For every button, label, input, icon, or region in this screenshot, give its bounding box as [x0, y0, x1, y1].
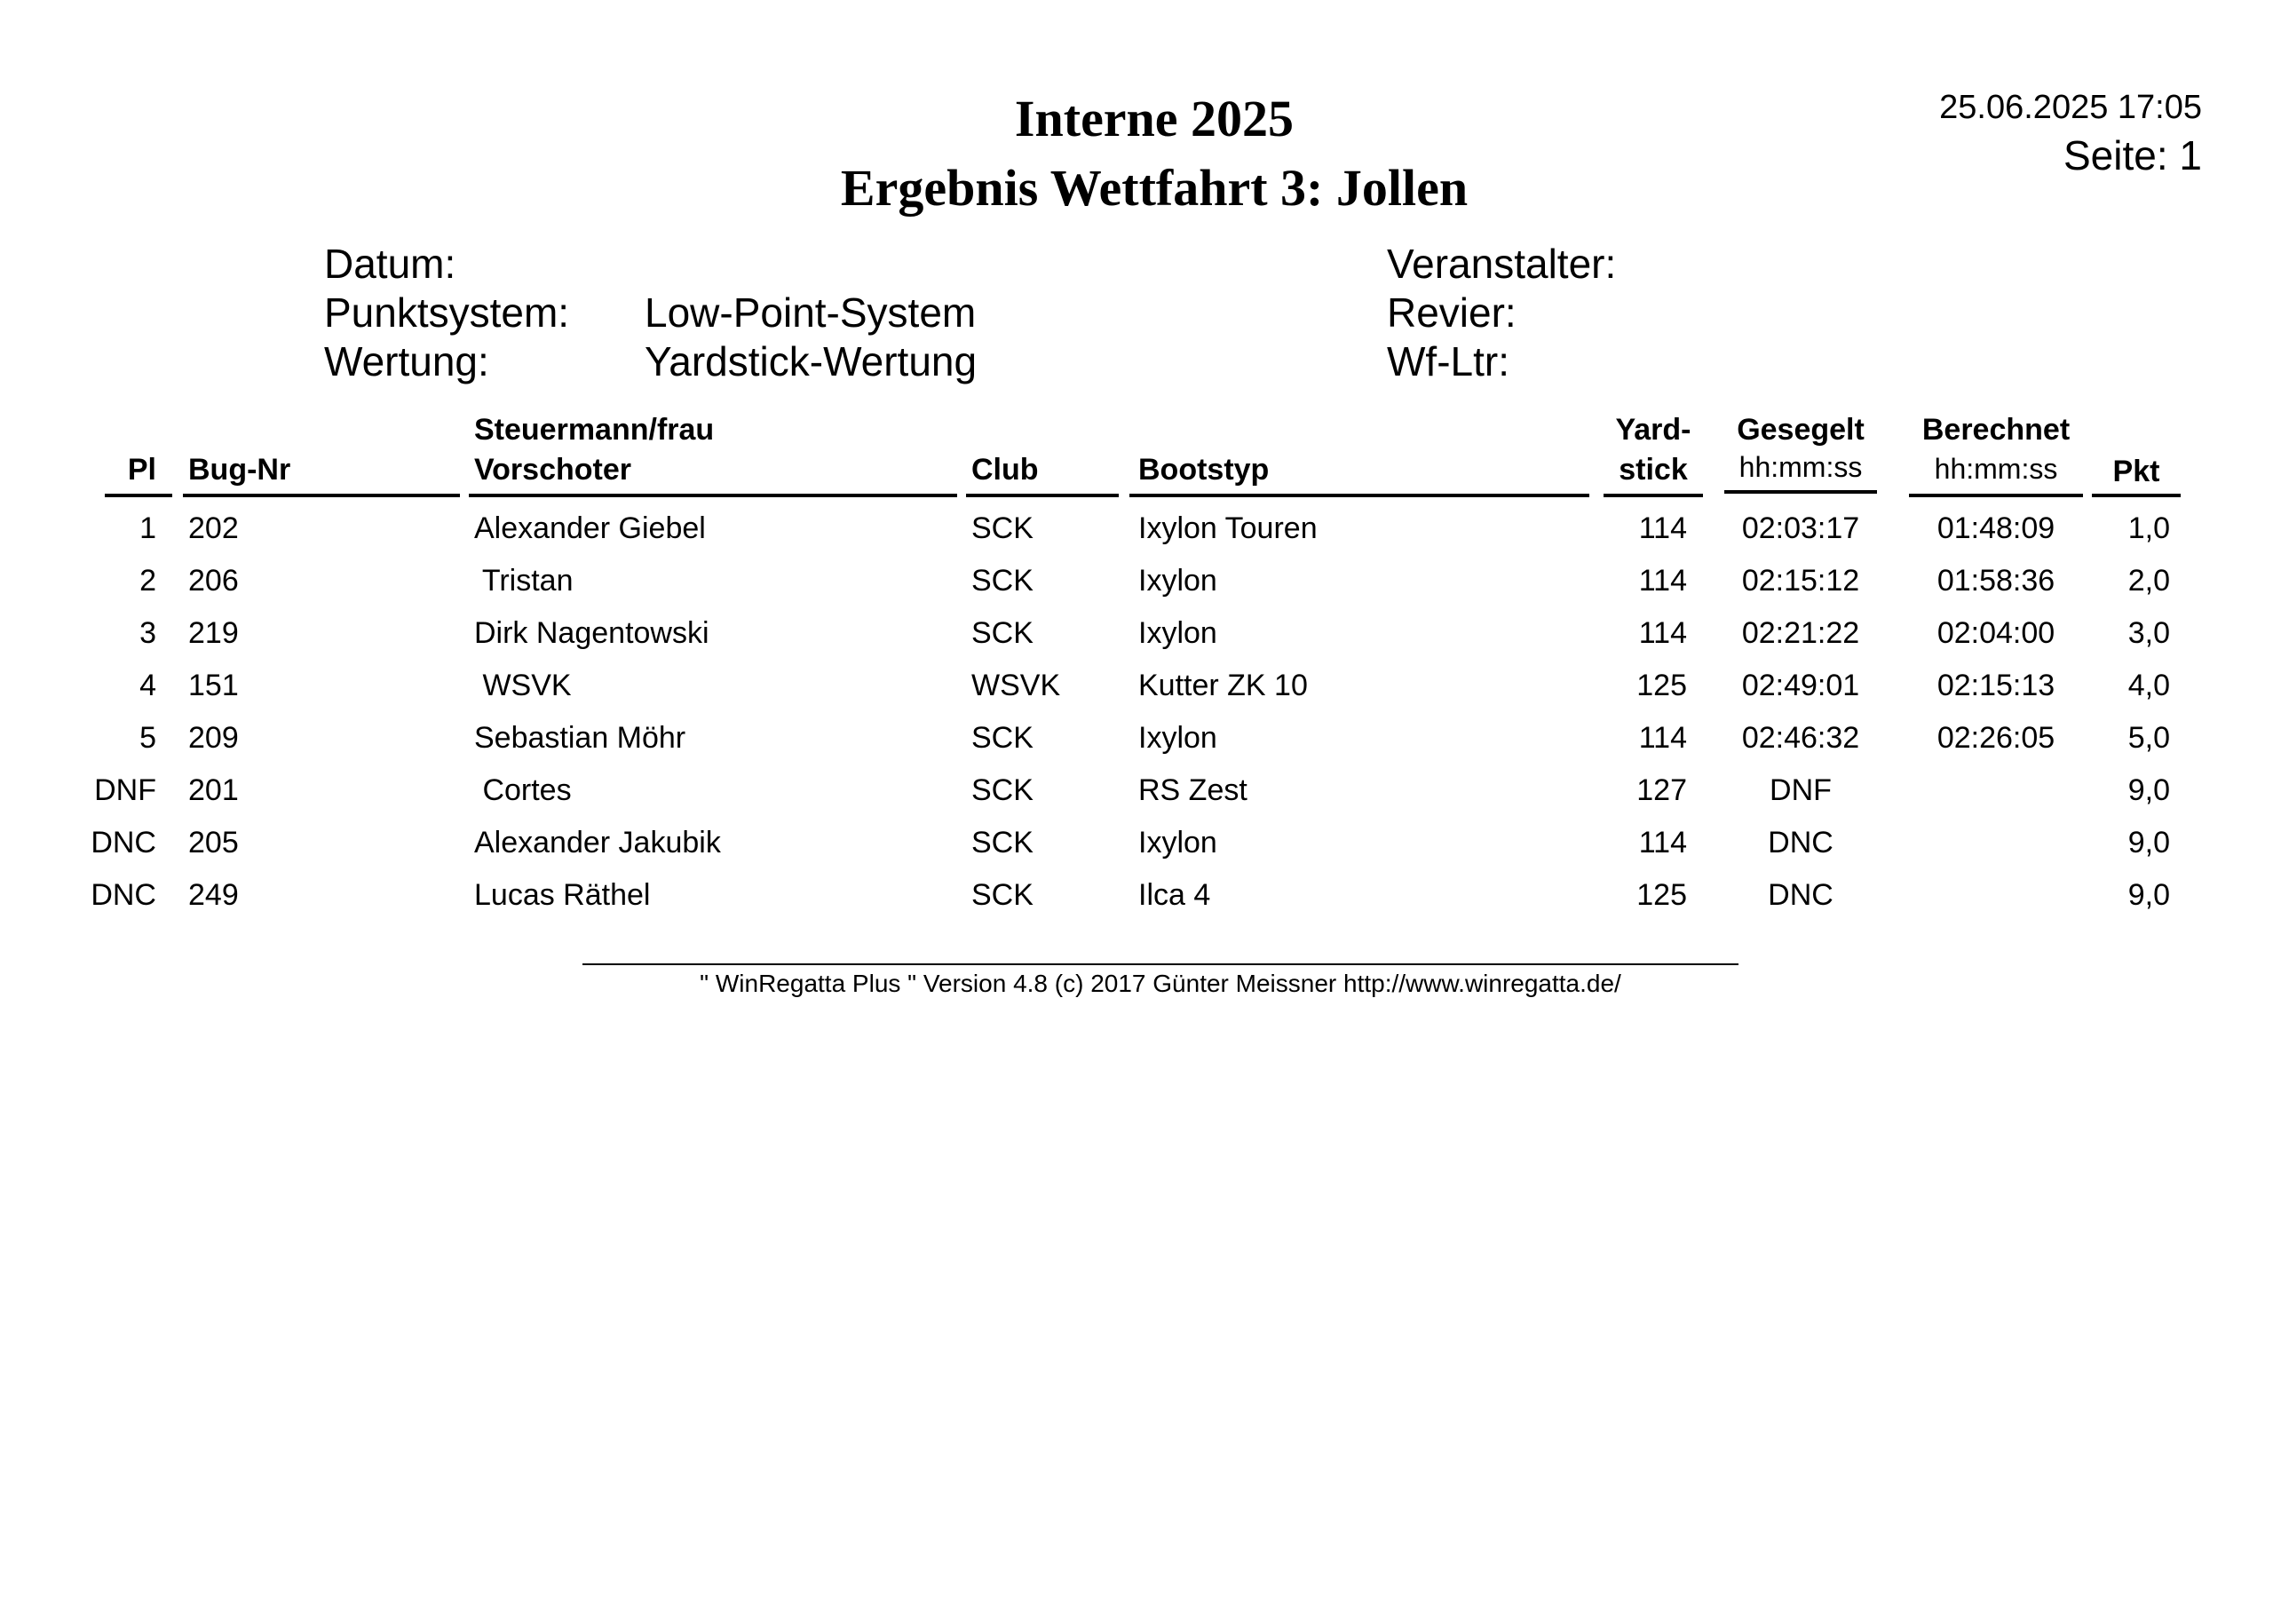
cell-helmsman: Cortes [474, 773, 572, 807]
cell-club: WSVK [971, 669, 1061, 702]
cell-bug-nr: 151 [188, 669, 239, 702]
cell-bug-nr: 205 [188, 826, 239, 860]
cell-points: 9,0 [2127, 826, 2170, 860]
footer-rule [582, 963, 1738, 965]
page-number: Seite: 1 [2063, 132, 2202, 178]
cell-place: 1 [139, 511, 156, 545]
cell-sailed-time: DNC [1768, 878, 1833, 912]
cell-sailed-time: DNF [1770, 773, 1832, 807]
header-rule [469, 494, 957, 497]
cell-club: SCK [971, 721, 1034, 755]
veranstalter-label: Veranstalter: [1387, 241, 1617, 287]
header-rule [105, 494, 172, 497]
cell-boat-type: Ixylon [1138, 826, 1217, 860]
wertung-value: Yardstick-Wertung [645, 338, 978, 384]
wertung-label: Wertung: [324, 338, 489, 384]
cell-boat-type: Ixylon [1138, 564, 1217, 598]
cell-points: 2,0 [2127, 564, 2170, 598]
cell-bug-nr: 219 [188, 616, 239, 650]
col-bootstyp: Bootstyp [1138, 453, 1270, 487]
cell-club: SCK [971, 616, 1034, 650]
cell-sailed-time: 02:21:22 [1741, 616, 1860, 650]
cell-points: 3,0 [2127, 616, 2170, 650]
header-rule [1604, 494, 1703, 497]
cell-yardstick: 114 [1638, 616, 1687, 650]
col-club: Club [971, 453, 1039, 487]
cell-boat-type: RS Zest [1138, 773, 1247, 807]
col-bug-nr: Bug-Nr [188, 453, 291, 487]
col-gesegelt-format: hh:mm:ss [1738, 451, 1863, 483]
punktsystem-value: Low-Point-System [645, 289, 977, 336]
cell-bug-nr: 201 [188, 773, 239, 807]
cell-yardstick: 127 [1636, 773, 1687, 807]
col-yardstick-line1: Yard- [1615, 413, 1691, 447]
cell-calc-time: 01:48:09 [1936, 511, 2055, 545]
cell-helmsman: Sebastian Möhr [474, 721, 686, 755]
cell-sailed-time: 02:15:12 [1741, 564, 1860, 598]
cell-points: 9,0 [2127, 773, 2170, 807]
cell-boat-type: Ilca 4 [1138, 878, 1211, 912]
cell-club: SCK [971, 826, 1034, 860]
col-gesegelt: Gesegelt [1737, 413, 1865, 447]
cell-helmsman: Tristan [474, 564, 574, 598]
header-rule [183, 494, 460, 497]
header-rule [1724, 490, 1877, 494]
cell-sailed-time: 02:49:01 [1741, 669, 1860, 702]
cell-yardstick: 125 [1636, 878, 1687, 912]
cell-points: 9,0 [2127, 878, 2170, 912]
col-vorschoter: Vorschoter [474, 453, 631, 487]
cell-place: DNC [91, 878, 156, 912]
cell-sailed-time: 02:46:32 [1741, 721, 1860, 755]
cell-yardstick: 114 [1638, 721, 1687, 755]
cell-helmsman: WSVK [474, 669, 572, 702]
cell-bug-nr: 249 [188, 878, 239, 912]
document-subtitle: Ergebnis Wettfahrt 3: Jollen [840, 159, 1469, 217]
punktsystem-label: Punktsystem: [324, 289, 570, 336]
header-rule [2092, 494, 2181, 497]
col-yardstick-line2: stick [1619, 453, 1688, 487]
cell-helmsman: Lucas Räthel [474, 878, 651, 912]
cell-place: 3 [139, 616, 156, 650]
cell-points: 5,0 [2127, 721, 2170, 755]
cell-place: 5 [139, 721, 156, 755]
cell-boat-type: Ixylon [1138, 616, 1217, 650]
cell-club: SCK [971, 564, 1034, 598]
cell-yardstick: 114 [1638, 511, 1687, 545]
col-steuermann: Steuermann/frau [474, 413, 715, 447]
cell-sailed-time: DNC [1768, 826, 1833, 860]
cell-sailed-time: 02:03:17 [1741, 511, 1860, 545]
datum-label: Datum: [324, 241, 456, 287]
cell-bug-nr: 206 [188, 564, 239, 598]
cell-club: SCK [971, 878, 1034, 912]
header-rule [966, 494, 1119, 497]
cell-place: DNC [91, 826, 156, 860]
cell-boat-type: Ixylon Touren [1138, 511, 1318, 545]
cell-club: SCK [971, 511, 1034, 545]
col-berechnet-format: hh:mm:ss [1934, 453, 2058, 485]
header-rule [1909, 494, 2083, 497]
cell-boat-type: Ixylon [1138, 721, 1217, 755]
wf-ltr-label: Wf-Ltr: [1387, 338, 1509, 384]
col-berechnet: Berechnet [1921, 413, 2071, 447]
cell-helmsman: Alexander Jakubik [474, 826, 721, 860]
col-pkt: Pkt [2112, 455, 2160, 488]
cell-bug-nr: 202 [188, 511, 239, 545]
cell-calc-time: 02:04:00 [1936, 616, 2055, 650]
print-date: 25.06.2025 17:05 [1939, 89, 2202, 126]
header-rule [1129, 494, 1589, 497]
cell-points: 4,0 [2127, 669, 2170, 702]
cell-calc-time: 01:58:36 [1936, 564, 2055, 598]
cell-club: SCK [971, 773, 1034, 807]
cell-points: 1,0 [2127, 511, 2170, 545]
footer-credits: " WinRegatta Plus " Version 4.8 (c) 2017 Günter Meissner http://www.winregatta.de/ [700, 970, 1621, 997]
cell-calc-time: 02:15:13 [1936, 669, 2055, 702]
cell-helmsman: Dirk Nagentowski [474, 616, 709, 650]
cell-yardstick: 125 [1636, 669, 1687, 702]
revier-label: Revier: [1387, 289, 1517, 336]
document-title: Interne 2025 [1014, 90, 1295, 147]
cell-place: DNF [94, 773, 156, 807]
cell-place: 4 [139, 669, 156, 702]
cell-helmsman: Alexander Giebel [474, 511, 706, 545]
col-pl: Pl [127, 453, 156, 487]
cell-yardstick: 114 [1638, 564, 1687, 598]
cell-bug-nr: 209 [188, 721, 239, 755]
cell-place: 2 [139, 564, 156, 598]
cell-calc-time: 02:26:05 [1936, 721, 2055, 755]
cell-yardstick: 114 [1638, 826, 1687, 860]
cell-boat-type: Kutter ZK 10 [1138, 669, 1308, 702]
